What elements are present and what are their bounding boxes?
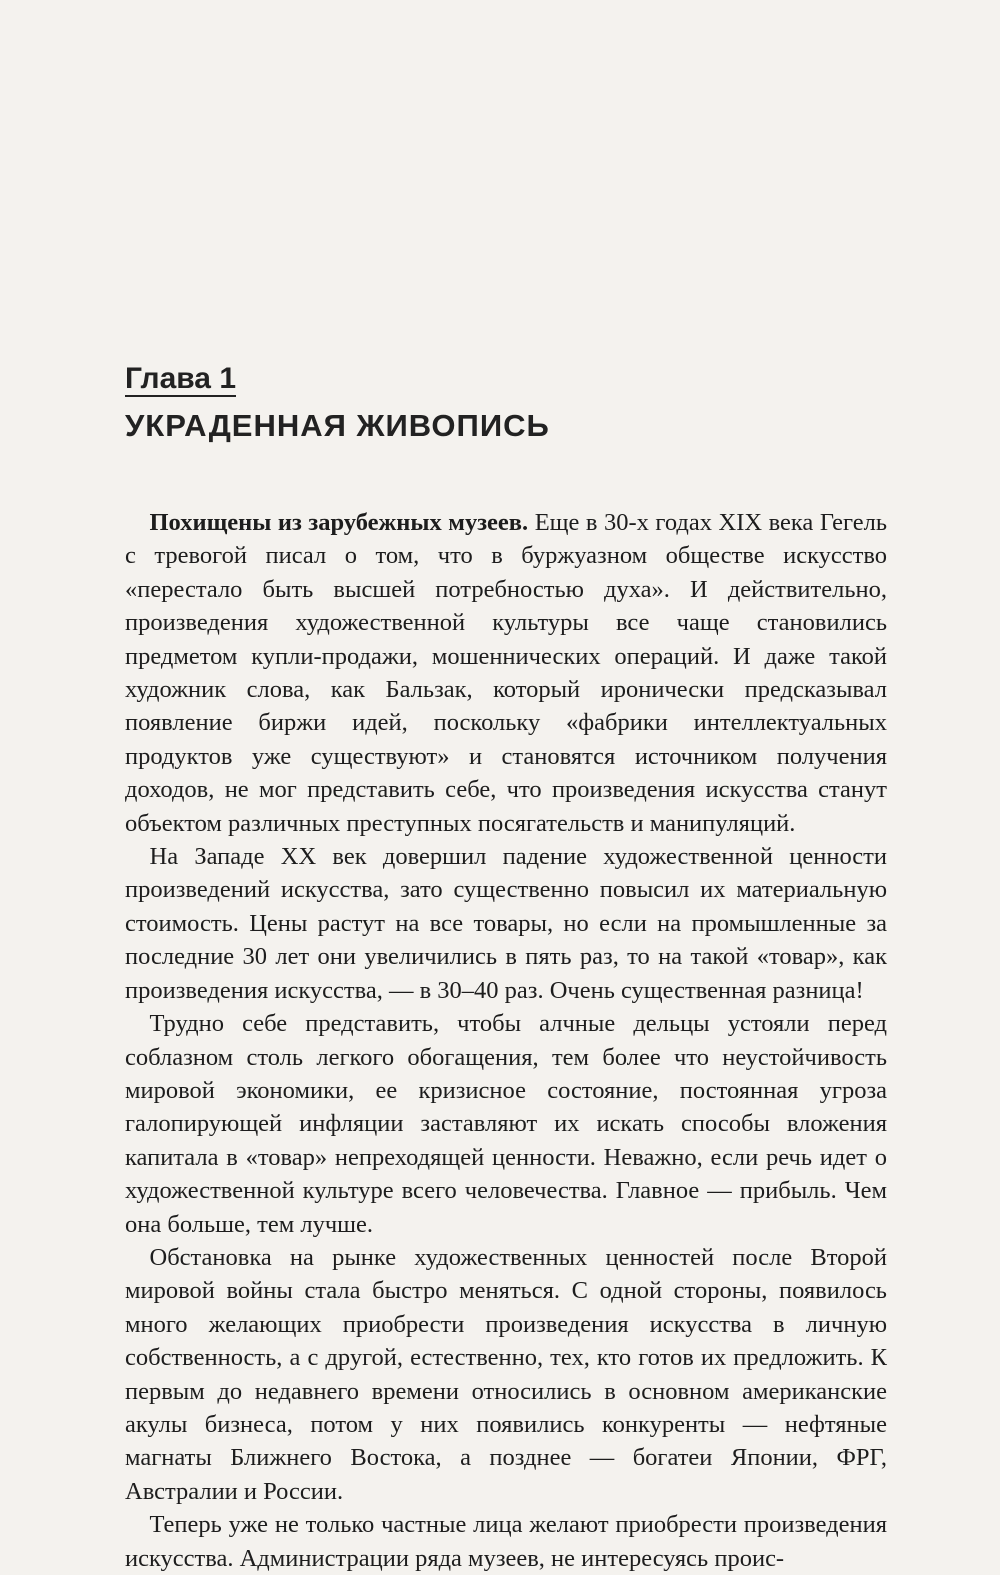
paragraph-3: Трудно себе представить, чтобы алчные дельцы устояли перед соблазном столь легкого обогащения, тем более что неустойчивость мировой экономики, ее кризисное состояние, постоянная угроза галопирующей инфляции заставляют их искать способы вложения капитала в «товар» непреходящей ценности. Неважно, если речь идет о художественной культуре всего человечества. Главное — прибыль. Чем она больше, тем лучше. [125, 1010, 887, 1238]
chapter-label-text: Глава 1 [125, 362, 237, 395]
paragraph-1-text: Еще в 30-х годах XIX века Гегель с тревогой писал о том, что в буржуазном обществе искусство «перестало быть высшей потребностью духа». И действительно, произведения художественной культуры все чаще становились предметом купли-продажи, мошеннических операций. И даже такой художник слова, как Бальзак, который иронически предсказывал появление биржи идей, поскольку «фабрики интеллектуальных продуктов уже существуют» и становятся источником получения доходов, не мог представить себе, что произведения искусства станут объектом различных преступных посягательств и манипуляций. [125, 509, 887, 837]
section-heading: Похищены из зарубежных музеев. [149, 509, 529, 536]
paragraph-2: На Западе XX век довершил падение художественной ценности произведений искусства, зато существенно повысил их материальную стоимость. Цены растут на все товары, но если на промышленные за последние 30 лет они увеличились в пять раз, то на такой «товар», как произведения искусства, — в 30–40 раз. Очень существенная разница! [125, 843, 887, 1004]
chapter-title: УКРАДЕННАЯ ЖИВОПИСЬ [125, 408, 550, 443]
paragraph-1 [125, 506, 887, 840]
chapter-label [125, 360, 887, 398]
paragraph-5: Теперь уже не только частные лица желают приобрести произведения искусства. Администрации ряда музеев, не интересуясь проис- [125, 1511, 887, 1572]
chapter-body [125, 506, 887, 1575]
paragraph-4: Обстановка на рынке художественных ценностей после Второй мировой войны стала быстро меняться. С одной стороны, появилось много желающих приобрести произведения искусства в личную собственность, а с другой, естественно, тех, кто готов их предложить. К первым до недавнего времени относились в основном американские акулы бизнеса, потом у них появились конкуренты — нефтяные магнаты Ближнего Востока, а позднее — богатеи Японии, ФРГ, Австралии и России. [125, 1243, 887, 1505]
page-content [125, 360, 887, 1575]
